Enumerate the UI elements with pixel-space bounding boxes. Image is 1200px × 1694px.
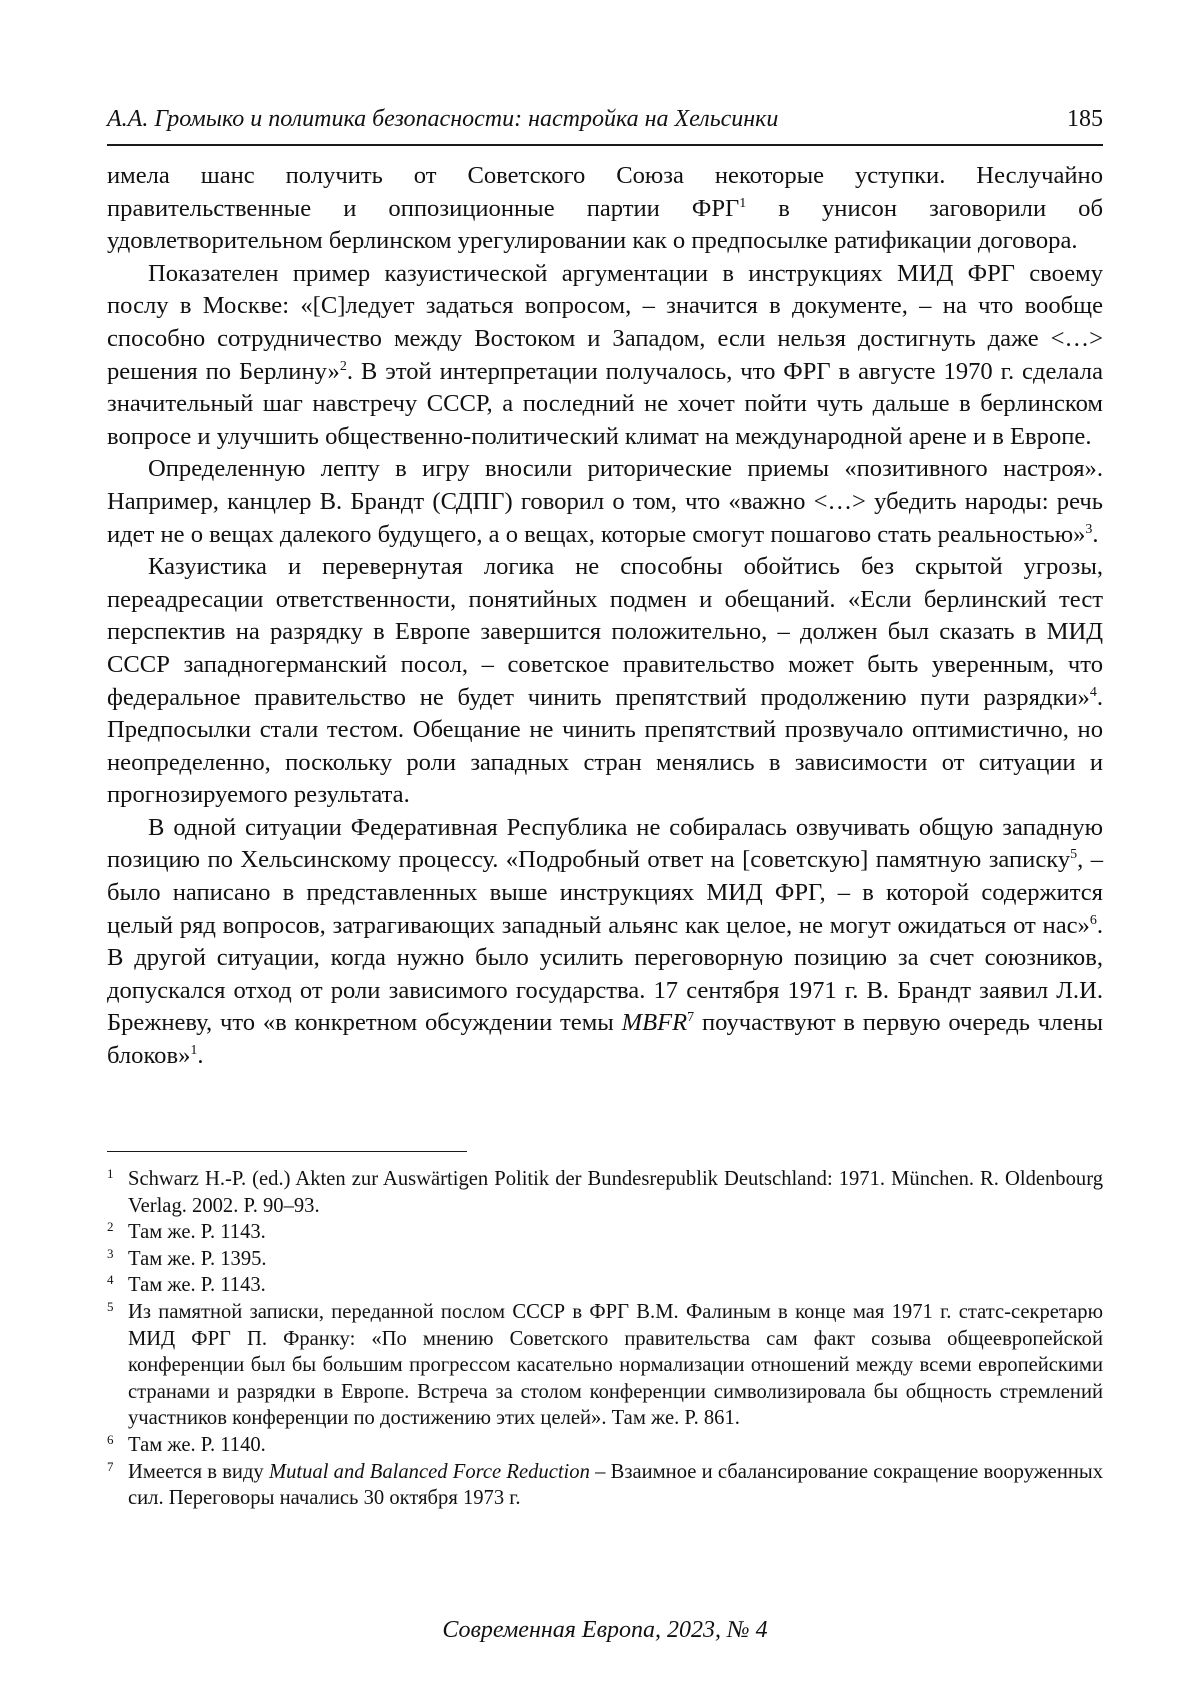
footnote: 6 Там же. P. 1140. [107,1432,1103,1459]
footnote: 5 Из памятной записки, переданной послом СССР в ФРГ В.М. Фалиным в конце мая 1971 г. статс-секретарю МИД ФРГ П. Франку: «По мнению Советского правительства сам факт созыва общеевропейской конференции был бы большим прогрессом касательно нормализации отношений между всеми европейскими странами и разрядки в Европе. Встреча за столом конференции символизировала бы общность стремлений участников конференции по достижению этих целей». Там же. P. 861. [107,1299,1103,1432]
paragraph: В одной ситуации Федеративная Республика не собиралась озвучивать общую западную позицию по Хельсинскому процессу. «Подробный ответ на [советскую] памятную записку$^5$, – было написано в представленных выше инструкциях МИД ФРГ, – в которой содержится целый ряд вопросов, затрагивающих западный альянс как целое, не могут ожидаться от нас»$^6$. В другой ситуации, когда нужно было усилить переговорную позицию за счет союзников, допускался отход от роли зависимого государства. 17 сентября 1971 г. В. Брандт заявил Л.И. Брежневу, что «в конкретном обсуждении темы MBFR$^7$ поучаствуют в первую очередь члены блоков»$^1$. [107,813,1104,1070]
footnote: 3 Там же. P. 1395. [107,1246,1103,1273]
running-header [107,104,1103,146]
footnote-ref[interactable]: 4 [1089,684,1097,700]
footnote-number: 4 [107,1272,114,1288]
footnote-ref[interactable]: 2 [339,358,347,374]
journal-footer: Современная Европа, 2023, № 4 [442,1617,768,1643]
footnote-number: 6 [107,1431,114,1447]
paragraph: имела шанс получить от Советского Союза некоторые уступки. Неслучайно правительственные и оппозиционные партии ФРГ$^1$ в унисон заговорили об удовлетворительном берлинском урегулировании как о предпосылке ратификации договора. [107,162,1103,255]
footnotes [107,1166,1103,1512]
paragraph: Определенную лепту в игру вносили риторические приемы «позитивного настроя». Например, канцлер В. Брандт (СДПГ) говорил о том, что «важно <…> убедить народы: речь идет не о вещах далекого будущего, а о вещах, которые смогут пошагово стать реальностью»$^3$. [107,455,1103,548]
footnote-number: 7 [107,1458,114,1474]
footnote: 1 Schwarz H.-P. (ed.) Akten zur Auswärtigen Politik der Bundesrepublik Deutschland: 1971. München. R. Oldenbourg Verlag. 2002. P. 90–93. [107,1166,1103,1219]
footnote-ref[interactable]: 5 [1070,847,1078,863]
footnote: 4 Там же. P. 1143. [107,1272,1103,1299]
page-number: 185 [1067,106,1103,132]
italic-term: MBFR [621,1009,688,1037]
footnote-ref[interactable]: 3 [1085,521,1093,537]
paragraph: Показателен пример казуистической аргументации в инструкциях МИД ФРГ своему послу в Москве: «[С]ледует задаться вопросом, – значится в документе, – на что вообще способно сотрудничество между Востоком и Западом, если нельзя достигнуть даже <…> решения по Берлину»$^2$. В этой интерпретации получалось, что ФРГ в августе 1970 г. сделала значительный шаг навстречу СССР, а последний не хочет пойти чуть дальше в берлинском вопросе и улучшить общественно-политический климат на международной арене и в Европе. [107,259,1103,450]
footnote-divider [107,1151,467,1152]
italic-term: Mutual and Balanced Force Reduction [268,1460,590,1483]
footnote-number: 1 [107,1166,114,1181]
footnote-ref[interactable]: 6 [1089,912,1097,928]
paragraph: Казуистика и перевернутая логика не способны обойтись без скрытой угрозы, переадресации ответственности, понятийных подмен и обещаний. «Если берлинский тест перспектив на разрядку в Европе завершится положительно, – должен был сказать в МИД СССР западногерманский посол, – советское правительство может быть уверенным, что федеральное правительство не будет чинить препятствий продолжению пути разрядки»$^4$. Предпосылки стали тестом. Обещание не чинить препятствий прозвучало оптимистично, но неопределенно, поскольку роли западных стран менялись в зависимости от ситуации и прогнозируемого результата. [107,553,1103,809]
footnote-number: 3 [107,1245,114,1261]
article-body [107,160,1103,1073]
footnote-ref[interactable]: 7 [687,1010,695,1026]
footnote: 2 Там же. P. 1143. [107,1219,1103,1246]
footnote-number: 2 [107,1219,114,1235]
footnote: 7 Имеется в виду Mutual and Balanced Force Reduction – Взаимное и сбалансирование сокращение вооруженных сил. Переговоры начались 30 октября 1973 г. [107,1459,1103,1512]
footnote-number: 5 [107,1298,114,1314]
footnote-ref[interactable]: 1 [190,1042,198,1058]
footnote-ref[interactable]: 1 [739,195,747,211]
running-title: А.А. Громыко и политика безопасности: настройка на Хельсинки [107,106,779,132]
